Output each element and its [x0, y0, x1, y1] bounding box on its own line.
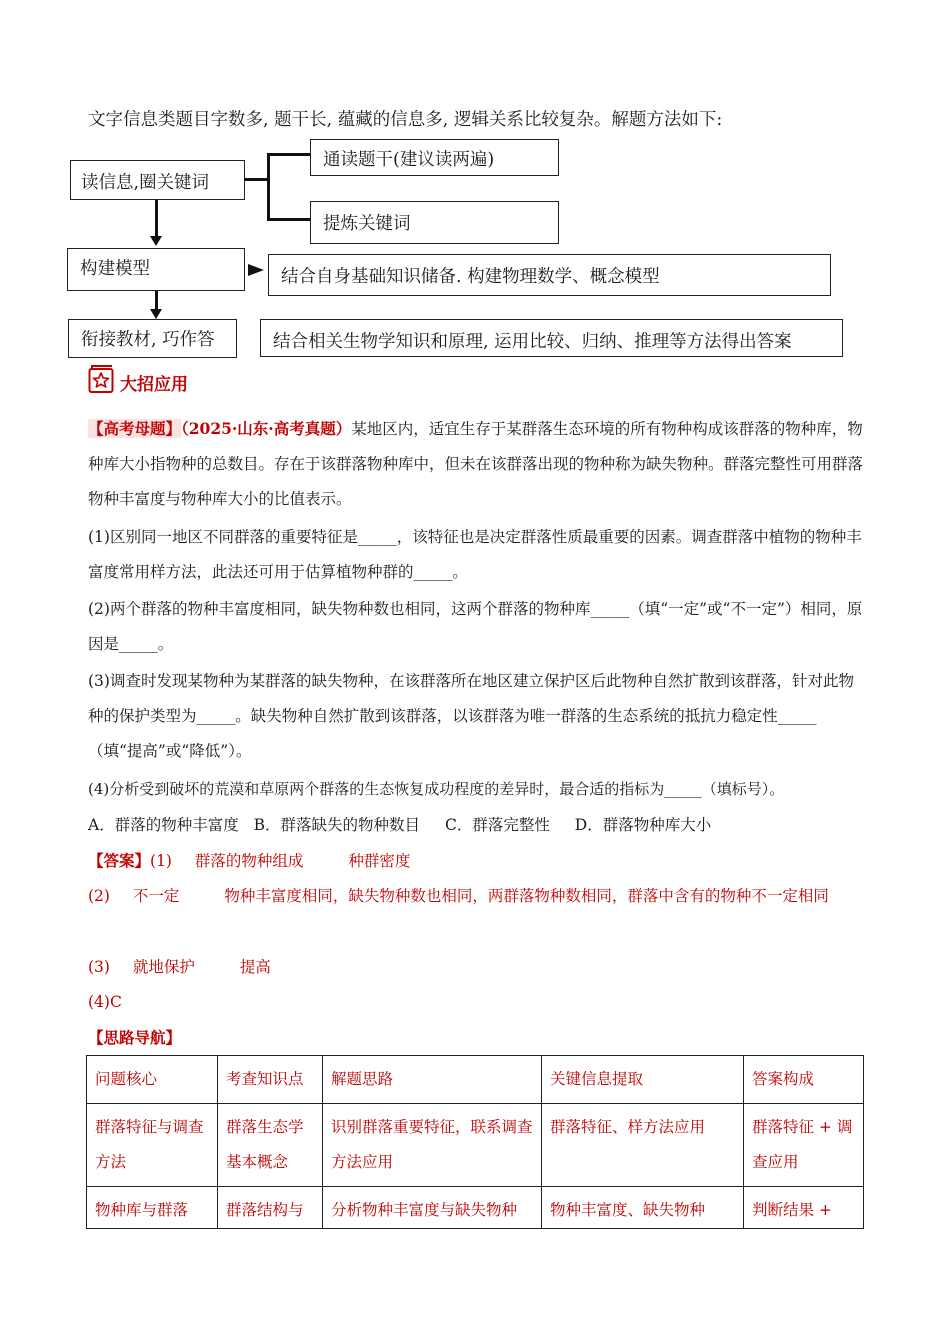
option-b: B．群落缺失的物种数目 [253, 816, 421, 834]
table-cell: 群落特征与调查方法 [87, 1104, 218, 1187]
guide-header-cell: 考查知识点 [218, 1056, 323, 1104]
answer-1-num: (1) [150, 852, 172, 870]
option-c: C．群落完整性 [444, 816, 550, 834]
guide-table [86, 1055, 864, 1229]
question-source: （2025·山东·高考真题） [181, 419, 352, 438]
option-a: A．群落的物种丰富度 [88, 816, 239, 834]
flow-bracket [267, 153, 314, 221]
flow-step2-label: 构建模型 [80, 259, 150, 279]
flow-step2-pointer [248, 264, 264, 276]
options-row [88, 808, 863, 843]
answer-1-part2: 种群密度 [348, 852, 411, 870]
table-cell: 物种丰富度、缺失物种 [542, 1187, 744, 1229]
guide-header-cell: 问题核心 [87, 1056, 218, 1104]
flow-step2-sub-label: 结合自身基础知识储备. 构建物理数学、概念模型 [281, 267, 660, 287]
question-3: (3)调查时发现某物种为某群落的缺失物种，在该群落所在地区建立保护区后此物种自然扩散到该群落，针对此物种的保护类型为_____。缺失物种自然扩散到该群落，以该群落为唯一群落的生态系统的抵抗力稳定性_____（填“提高”或“降低”）。 [88, 672, 854, 760]
answer-2 [88, 879, 863, 914]
answer-3-part1: 就地保护 [132, 958, 195, 976]
question-2: (2)两个群落的物种丰富度相同，缺失物种数也相同，这两个群落的物种库_____（填“一定”或“不一定”）相同，原因是_____。 [88, 600, 863, 653]
flow-step3-box [68, 319, 237, 358]
flow-arrow-1-head [150, 236, 162, 246]
flow-step3-label: 衔接教材, 巧作答 [81, 330, 215, 350]
guide-header-row [87, 1056, 864, 1104]
answer-3 [88, 950, 863, 985]
table-cell: 物种库与群落 [87, 1187, 218, 1229]
question-stem [88, 411, 863, 517]
table-cell: 群落结构与 [218, 1187, 323, 1229]
flow-step1-sub1-box [310, 139, 559, 176]
answer-1-part1: 群落的物种组成 [194, 852, 304, 870]
guide-header-cell: 答案构成 [744, 1056, 864, 1104]
table-cell: 群落特征 + 调查应用 [744, 1104, 864, 1187]
question-1: (1)区别同一地区不同群落的重要特征是_____，该特征也是决定群落性质最重要的因素。调查群落中植物的物种丰富度常用样方法，此法还可用于估算植物种群的_____。 [88, 528, 862, 581]
table-row [87, 1104, 864, 1187]
answer-1 [88, 843, 863, 879]
guide-header-cell: 解题思路 [323, 1056, 542, 1104]
flow-arrow-2 [155, 291, 158, 311]
flow-connector [245, 178, 269, 181]
flow-step2-sub-box [268, 254, 831, 296]
answer-3-part2: 提高 [239, 958, 271, 976]
question-stem-text: 某地区内，适宜生存于某群落生态环境的所有物种构成该群落的物种库，物种库大小指物种的总数目。存在于该群落物种库中，但未在该群落出现的物种称为缺失物种。群落完整性可用群落物种丰富度与物种库大小的比值表示。 [88, 420, 864, 508]
intro-text: 文字信息类题目字数多, 题干长, 蕴藏的信息多, 逻辑关系比较复杂。解题方法如下: [88, 110, 723, 130]
table-cell: 分析物种丰富度与缺失物种 [323, 1187, 542, 1229]
table-cell: 识别群落重要特征，联系调查方法应用 [323, 1104, 542, 1187]
table-row [87, 1187, 864, 1229]
flow-arrow-2-head [150, 309, 162, 319]
flow-step3-sub-label: 结合相关生物学知识和原理, 运用比较、归纳、推理等方法得出答案 [273, 332, 792, 352]
guide-title: 【思路导航】 [88, 1028, 182, 1047]
flow-step1-box [70, 160, 245, 200]
table-cell: 判断结果 + [744, 1187, 864, 1229]
table-cell: 群落特征、样方法应用 [542, 1104, 744, 1187]
flow-arrow-1 [155, 200, 158, 237]
answer-2-part1: 不一定 [132, 887, 180, 905]
flow-step2-box [67, 248, 245, 291]
table-cell: 群落生态学基本概念 [218, 1104, 323, 1187]
flow-step3-sub-box [260, 319, 843, 357]
question-4: (4)分析受到破坏的荒漠和草原两个群落的生态恢复成功程度的差异时，最合适的指标为_____（填标号）。 [88, 780, 785, 798]
question-tag: 【高考母题】 [88, 419, 182, 438]
flow-step1-sub1-label: 通读题干(建议读两遍) [323, 150, 495, 170]
option-d: D．群落物种库大小 [574, 816, 712, 834]
answer-label: 【答案】 [88, 851, 151, 870]
section-title: 大招应用 [120, 375, 188, 395]
answer-4: (4)C [88, 993, 122, 1011]
star-book-icon [88, 364, 114, 394]
answer-3-num: (3) [88, 958, 110, 976]
guide-header-cell: 关键信息提取 [542, 1056, 744, 1104]
answer-2-num: (2) [88, 887, 110, 905]
answer-2-part2: 物种丰富度相同，缺失物种数也相同，两群落物种数相同，群落中含有的物种不一定相同 [224, 887, 829, 905]
flow-step1-label: 读信息,圈关键词 [81, 173, 210, 193]
flow-step1-sub2-box [310, 201, 559, 244]
flow-step1-sub2-label: 提炼关键词 [323, 214, 411, 234]
